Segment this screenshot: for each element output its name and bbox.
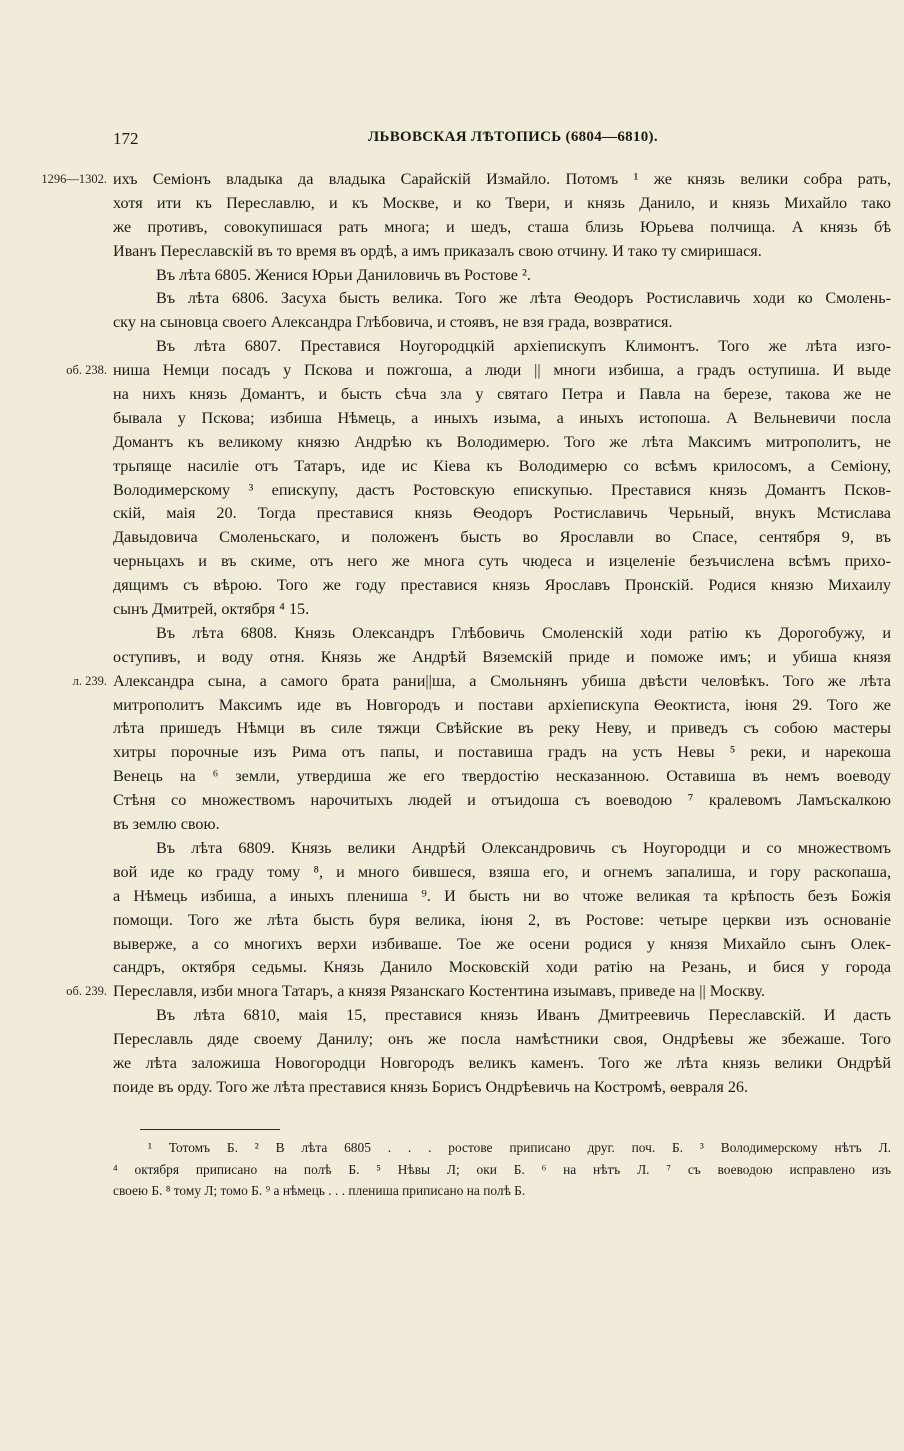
text-line <box>113 933 891 957</box>
text-line-content: бывала у Пскова; избиша Нѣмець, а иныхъ изыма, а иныхъ истопоша. А Вельневичи посла <box>113 408 891 427</box>
text-line <box>113 813 891 837</box>
text-line <box>113 264 891 288</box>
text-line-content: Въ лѣта 6810, маія 15, преставися князь Иванъ Дмитреевичь Переславскій. И дасть <box>156 1006 891 1025</box>
text-line-content: же лѣта заложиша Новогородци Новгородъ великъ каменъ. Того же лѣта князь велики Ондрѣй <box>113 1053 891 1072</box>
text-line-content: Въ лѣта 6809. Князь велики Андрѣй Олександровичь съ Ноугородци и со множествомъ <box>156 838 891 857</box>
text-line <box>113 598 891 622</box>
text-line-content: ску на сыновца своего Александра Глѣбовича, и стоявъ, не взя града, возвратися. <box>113 313 673 332</box>
margin-reference: об. 238. <box>66 363 107 378</box>
text-line-content: Въ лѣта 6805. Женися Юрьи Даниловичь въ Ростове ². <box>156 265 531 284</box>
text-line-content: Володимерскому ³ епискупу, дастъ Ростовскую епискупью. Преставися князь Домантъ Псков- <box>113 480 891 499</box>
text-line-content: ниша Немци посадъ у Пскова и пожгоша, а люди || многи избиша, а градъ оступиша. И выде <box>113 361 891 380</box>
text-line-content: Александра сына, а самого брата рани||ша, а Смольнянъ убиша двѣсти человѣкъ. Того же лѣта <box>113 671 891 690</box>
footnote-line: ¹ Тотомъ Б. ² В лѣта 6805 . . . ростове приписано друг. поч. Б. ³ Володимерскому нѣтъ Л. <box>148 1140 891 1155</box>
margin-reference: 1296—1302. <box>41 172 107 186</box>
footnote-line: своею Б. ⁸ тому Л; томо Б. ⁹ а нѣмець . . . плениша приписано на полѣ Б. <box>113 1183 526 1198</box>
text-line-content: помощи. Того же лѣта бысть буря велика, іюня 2, въ Ростове: четыре церкви изъ основаніе <box>113 910 891 929</box>
text-line <box>113 765 891 789</box>
text-line <box>113 550 891 574</box>
text-line <box>66 359 891 383</box>
text-line <box>113 192 891 216</box>
text-line <box>113 909 891 933</box>
text-line-content: Венець на ⁶ земли, утвердиша же его твердостію несказанною. Оставиша въ немъ воеводу <box>113 767 891 786</box>
text-line <box>113 1004 891 1028</box>
text-line <box>113 622 891 646</box>
text-line <box>41 168 891 192</box>
text-line <box>113 455 891 479</box>
text-line-content: же противъ, совокупишася рать многа; и шедъ, сташа близь Юрьева полчища. А князь бѣ <box>113 217 891 236</box>
text-line <box>113 311 891 335</box>
margin-reference: л. 239. <box>72 673 107 688</box>
text-line <box>113 1052 891 1076</box>
text-line-content: митрополитъ Максимъ иде въ Новгородъ и постави архіепискупа Ѳеоктиста, іюня 29. Того же <box>113 695 891 714</box>
main-text <box>41 168 891 1100</box>
margin-reference: об. 239. <box>66 984 107 999</box>
text-line <box>113 789 891 813</box>
running-title: ЛЬВОВСКАЯ ЛѢТОПИСЬ (6804—6810). <box>368 129 658 145</box>
page-number: 172 <box>113 129 139 148</box>
text-line <box>113 646 891 670</box>
text-line-content: хотя ити къ Переславлю, и къ Москве, и ко Твери, и князь Данило, и князь Михайло тако <box>113 193 891 212</box>
text-line-content: сынъ Дмитрей, октября ⁴ 15. <box>113 600 310 619</box>
text-line-content: Переславля, изби многа Татаръ, а князя Рязанскаго Костентина изымавъ, приведе на || Москву. <box>113 982 765 1001</box>
text-line <box>113 407 891 431</box>
text-line-content: хитры порочные изъ Рима отъ папы, и поставиша градъ на усть Невы ⁵ реки, и нарекоша <box>113 743 891 762</box>
text-line <box>113 956 891 980</box>
text-line-content: Переславль дяде своему Данилу; онъ же посла намѣстники своя, Ондрѣевы же збежаше. Того <box>113 1030 891 1049</box>
text-line <box>113 216 891 240</box>
footnote-line: ⁴ октября приписано на полѣ Б. ⁵ Нѣвы Л; оки Б. ⁶ на нѣтъ Л. ⁷ съ воеводою исправлено изъ <box>113 1161 891 1177</box>
text-line-content: лѣта пришедъ Нѣмци въ силе тяжци Свѣйские въ реку Неву, и приведъ съ собою мастеры <box>113 719 891 738</box>
text-line <box>72 670 891 694</box>
text-line <box>113 1028 891 1052</box>
text-line <box>66 980 891 1004</box>
text-line-content: Въ лѣта 6808. Князь Олександръ Глѣбовичь Смоленскій ходи ратію къ Дорогобужу, и <box>156 623 891 642</box>
text-line-content: вой иде ко граду тому ⁸, и много бившеся, взяша его, и огнемъ запалиша, и гору раскопаша, <box>113 862 891 881</box>
text-line-content: Въ лѣта 6806. Засуха бысть велика. Того же лѣта Ѳеодоръ Ростиславичь ходи ко Смолень- <box>156 289 891 308</box>
text-line-content: сандръ, октября седьмы. Князь Данило Московскій ходи ратію на Резань, и бися у города <box>113 958 891 977</box>
text-line-content: Въ лѣта 6807. Преставися Ноугородцкій архіепискупъ Климонтъ. Того же лѣта изго- <box>156 337 891 356</box>
text-line-content: выверже, а со многихъ верхи избиваше. Тое же осени родися у князя Михайло сынъ Олек- <box>113 934 891 953</box>
text-line-content: трьпяще насиліе отъ Татаръ, иде ис Кіева къ Володимерю со всѣмъ крилосомъ, а Семіону, <box>113 456 891 475</box>
text-line-content: поиде въ орду. Того же лѣта преставися князь Борисъ Ондрѣевичь на Костромѣ, ѳевраля 26. <box>113 1077 749 1096</box>
text-line <box>113 1076 891 1100</box>
text-line-content: дящимъ съ вѣрою. Того же году преставися князь Ярославъ Пронскій. Родися князю Михаилу <box>113 576 891 595</box>
text-line <box>113 837 891 861</box>
text-line-content: а Нѣмець избиша, а иныхъ плениша ⁹. И бысть ни во чтоже великая та крѣпость безъ Божія <box>113 886 891 905</box>
text-line <box>113 717 891 741</box>
text-line <box>113 741 891 765</box>
text-line-content: на нихъ князь Домантъ, и бысть сѣча зла у святаго Петра и Павла на березе, такова же не <box>113 385 891 404</box>
text-line-content: Домантъ къ великому князю Андрѣю къ Володимерю. Того же лѣта Максимъ митрополитъ, не <box>113 432 891 451</box>
text-line <box>113 574 891 598</box>
text-line-content: оступивъ, и воду отня. Князь же Андрѣй Вяземскій приде и поможе имъ; и убиша князя <box>113 647 891 666</box>
text-line-content: Давыдовича Смоленьскаго, и положенъ бысть во Ярославли во Спасе, сентября 9, въ <box>113 528 891 547</box>
page-header <box>113 129 891 151</box>
text-line <box>113 431 891 455</box>
text-line-content: скій, маія 20. Тогда преставися князь Ѳеодоръ Ростиславичь Черьный, внукъ Мстислава <box>113 504 891 523</box>
text-line <box>113 694 891 718</box>
footnote-divider <box>140 1129 280 1130</box>
text-line <box>113 383 891 407</box>
text-line <box>113 240 891 264</box>
text-line <box>113 526 891 550</box>
text-line-content: Иванъ Переславскій въ то время въ ордѣ, а имъ приказалъ свою отчину. И тако ту смиришася. <box>113 241 762 260</box>
text-line-content: ихъ Семіонъ владыка да владыка Сарайскій Измайло. Потомъ ¹ же князь велики собра рать, <box>113 170 891 188</box>
text-line <box>113 502 891 526</box>
footnotes <box>113 1137 891 1202</box>
text-line <box>113 885 891 909</box>
text-line <box>113 861 891 885</box>
text-line-content: черньцахъ и въ скиме, отъ него же многа суть чюдеса и изцеленіе безъчислена всѣмъ прихо- <box>113 552 891 571</box>
text-line-content: въ землю свою. <box>113 815 220 834</box>
text-line <box>113 479 891 503</box>
text-line <box>113 335 891 359</box>
text-line <box>113 287 891 311</box>
text-line-content: Стѣня со множествомъ нарочитыхъ людей и отъидоша съ воеводою ⁷ кралевомъ Ламъскалкою <box>113 791 891 810</box>
